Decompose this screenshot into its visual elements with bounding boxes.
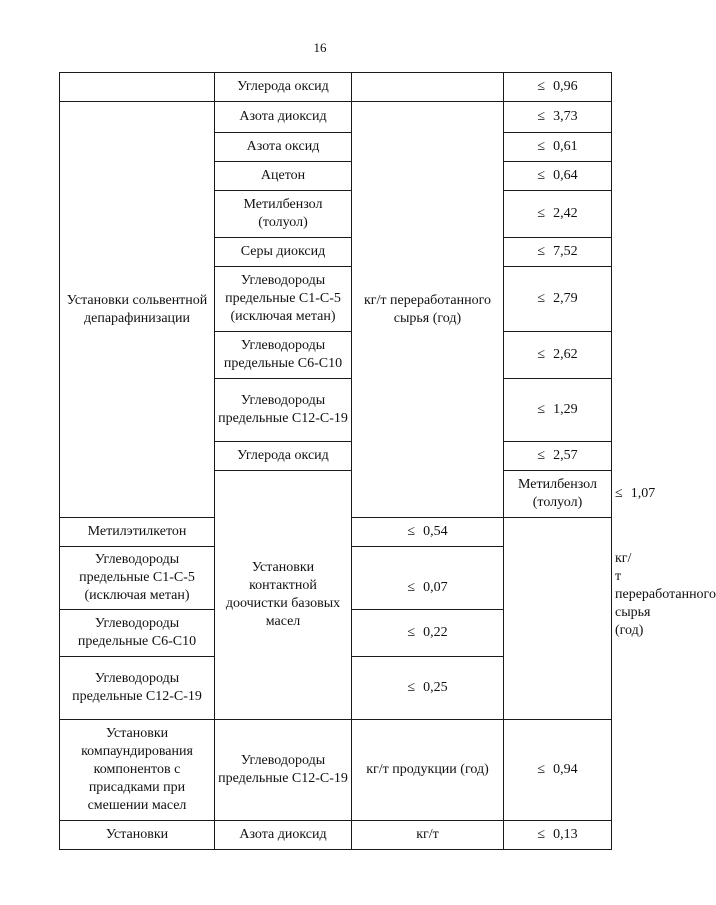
limit-cell [504,267,612,332]
limit-cell [504,332,612,379]
table-row [60,821,612,850]
less-or-equal-symbol: ≤ [407,680,416,695]
less-or-equal-symbol: ≤ [537,109,546,124]
limit-cell [504,133,612,162]
less-or-equal-symbol: ≤ [537,244,546,259]
less-or-equal-symbol: ≤ [537,206,546,221]
less-or-equal-symbol: ≤ [537,827,546,842]
substance-cell: Ацетон [215,162,352,191]
less-or-equal-symbol: ≤ [407,580,416,595]
substance-cell: Углеводороды предельные С6-С10 [60,610,215,657]
limit-cell [504,102,612,133]
table-row [60,102,612,133]
installation-cell: Установки контактной доочистки базовых масел [215,471,352,720]
less-or-equal-symbol: ≤ [537,762,546,777]
less-or-equal-symbol: ≤ [615,486,623,501]
less-or-equal-symbol: ≤ [537,139,546,154]
substance-cell: Метилбензол (толуол) [504,471,612,518]
limit-cell [504,191,612,238]
limit-cell [504,720,612,821]
limit-value: 0,54 [423,524,448,539]
limit-cell [352,610,504,657]
substance-cell: Серы диоксид [215,238,352,267]
limit-value: 2,42 [553,206,578,221]
limit-value: 0,25 [423,680,448,695]
substance-cell: Углеводороды предельные С12-С-19 [60,657,215,720]
limit-cell [504,73,612,102]
table-row [60,73,612,102]
limit-value: 0,94 [553,762,578,777]
substance-cell: Углеводороды предельные С12-С-19 [215,720,352,821]
unit-cell: кг/т [352,821,504,850]
limit-value: 1,07 [630,486,656,501]
less-or-equal-symbol: ≤ [407,625,416,640]
substance-cell: Метилбензол (толуол) [215,191,352,238]
limit-value: 2,62 [553,347,578,362]
limit-value: 0,13 [553,827,578,842]
page-number: 16 [313,40,327,55]
less-or-equal-symbol: ≤ [537,402,546,417]
limit-value: 7,52 [553,244,578,259]
limit-value: 1,29 [553,402,578,417]
less-or-equal-symbol: ≤ [537,448,546,463]
limit-cell [504,238,612,267]
substance-cell: Азота диоксид [215,102,352,133]
substance-cell: Углеводороды предельные С6-С10 [215,332,352,379]
substance-cell: Углеводороды предельные С1-С-5 (исключая метан) [60,547,215,610]
limit-cell [352,518,504,547]
substance-cell: Углерода оксид [215,442,352,471]
limit-value: 0,96 [553,79,578,94]
limit-value: 0,07 [423,580,448,595]
unit-cell: кг/т продукции (год) [352,720,504,821]
limit-cell [504,821,612,850]
limit-cell [504,442,612,471]
limit-cell [504,379,612,442]
less-or-equal-symbol: ≤ [537,347,546,362]
installation-cell: Установки сольвентной депарафинизации [60,102,215,518]
substance-cell: Метилэтилкетон [60,518,215,547]
limit-cell [504,162,612,191]
limit-value: 2,57 [553,448,578,463]
limit-value: 0,64 [553,168,578,183]
substance-cell: Углерода оксид [215,73,352,102]
substance-cell: Азота диоксид [215,821,352,850]
less-or-equal-symbol: ≤ [537,168,546,183]
table-row [60,720,612,821]
less-or-equal-symbol: ≤ [537,291,546,306]
less-or-equal-symbol: ≤ [537,79,546,94]
limit-cell [352,547,504,610]
installation-cell: Установки [60,821,215,850]
limit-value: 3,73 [553,109,578,124]
limit-value: 0,61 [553,139,578,154]
limit-value: 2,79 [553,291,578,306]
unit-cell: кг/т переработанного сырья (год) [352,102,504,518]
installation-cell [60,73,215,102]
substance-cell: Азота оксид [215,133,352,162]
less-or-equal-symbol: ≤ [407,524,416,539]
emissions-table [59,72,716,850]
limit-cell [352,657,504,720]
substance-cell: Углеводороды предельные С12-С-19 [215,379,352,442]
installation-cell: Установки компаундирования компонентов с присадками при смешении масел [60,720,215,821]
unit-cell [352,73,504,102]
table-row: Установки контактной доочистки базовых масел Метилбензол (толуол) кг/т переработанного сырья (год) ≤ 1,07 [60,471,612,518]
limit-value: 0,22 [423,625,448,640]
substance-cell: Углеводороды предельные С1-С-5 (исключая метан) [215,267,352,332]
